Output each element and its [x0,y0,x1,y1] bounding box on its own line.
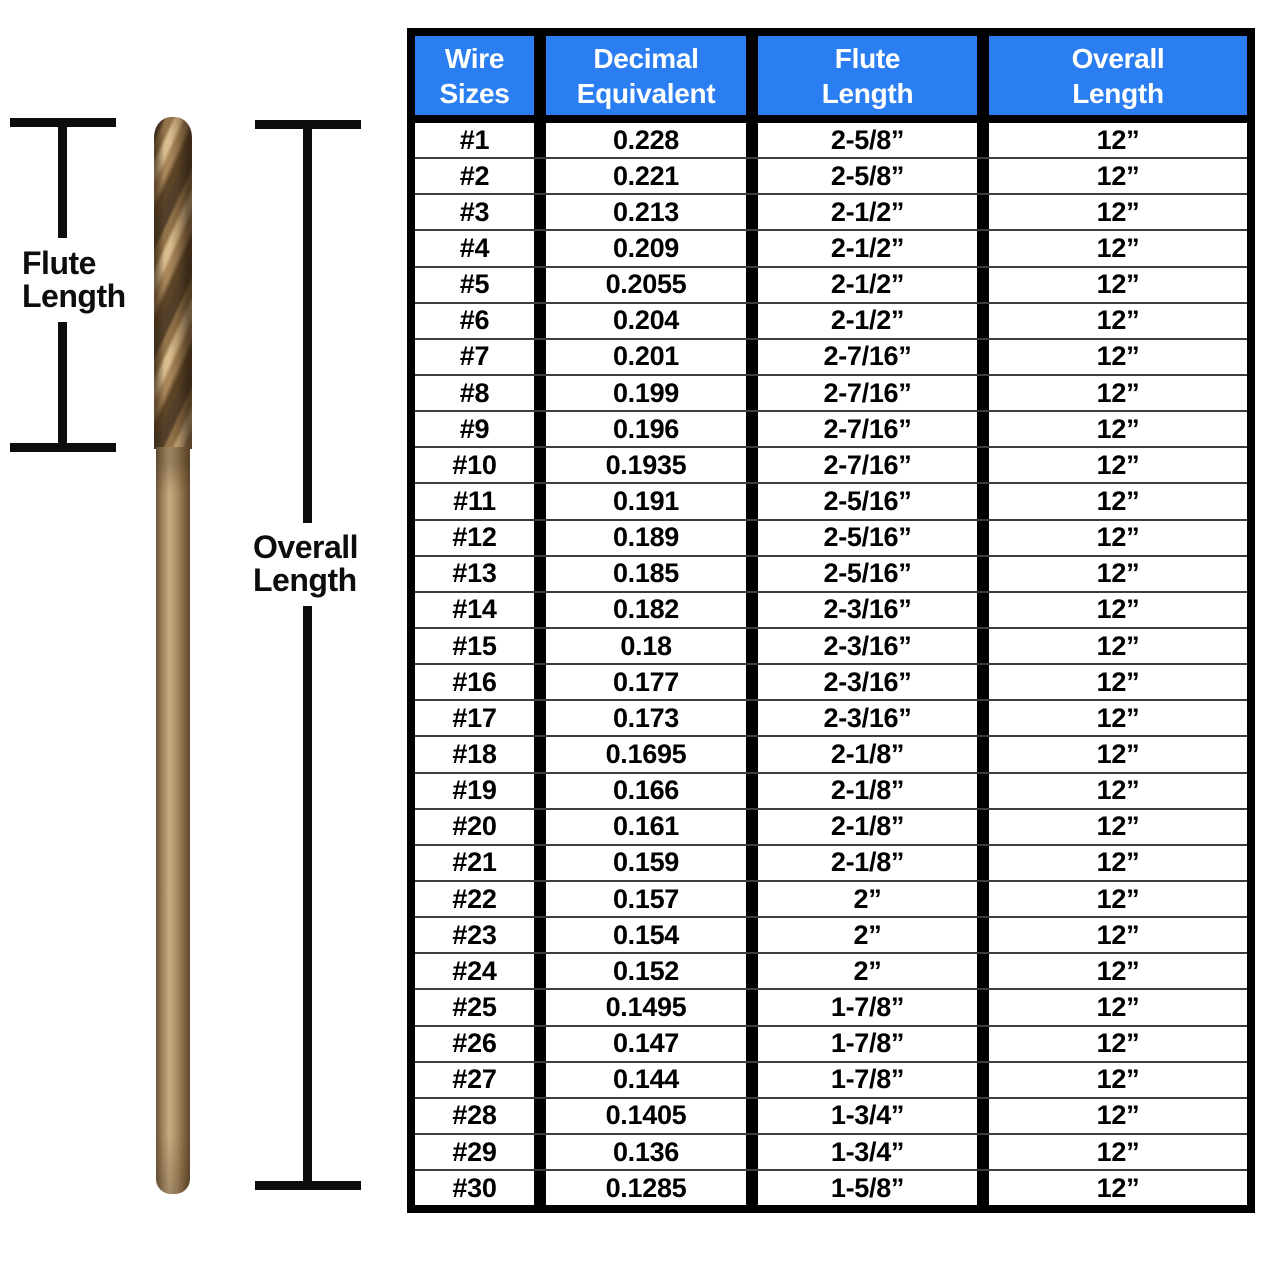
table-header-row [415,36,1247,123]
table-cell: #18 [452,738,497,769]
table-cell: 2” [746,882,977,916]
table-cell: #27 [452,1064,497,1095]
table-cell: 0.191 [534,484,746,518]
table-cell: 2-5/16” [746,521,977,555]
table-cell: #24 [452,955,497,986]
table-cell: #7 [459,341,490,372]
flute-length-label [22,247,126,313]
table-cell: 0.159 [534,846,746,880]
table-cell: 1-3/4” [746,1099,977,1133]
table-cell: 12” [977,1063,1247,1097]
table-cell: 2-7/16” [746,412,977,446]
overall-dimension-line-lower [303,606,312,1185]
table-cell: 12” [977,846,1247,880]
table-row [415,410,1247,446]
header-cell-line: Sizes [439,77,510,109]
table-cell: 2” [746,918,977,952]
table-cell: #3 [459,196,490,227]
table-cell: 12” [977,665,1247,699]
table-cell: 0.177 [534,665,746,699]
table-cell: 2” [746,954,977,988]
header-cell-line: Equivalent [576,77,716,109]
table-cell: 12” [977,268,1247,302]
table-cell: 2-3/16” [746,701,977,735]
table-row [415,1133,1247,1169]
table-cell: 2-7/16” [746,448,977,482]
table-cell: 12” [977,195,1247,229]
table-row [415,952,1247,988]
table-cell: #10 [452,449,497,480]
table-cell: 0.173 [534,701,746,735]
table-cell: #25 [452,991,497,1022]
overall-dimension-bottom-tick [255,1181,361,1190]
table-row [415,916,1247,952]
table-row [415,157,1247,193]
table-cell: #8 [459,377,490,408]
table-cell: 0.204 [534,304,746,338]
table-cell: 0.1935 [534,448,746,482]
flute-dimension-line-lower [58,322,67,444]
table-cell: 0.1695 [534,737,746,771]
table-cell: 0.1495 [534,990,746,1024]
table-row [415,772,1247,808]
table-cell: #14 [452,594,497,625]
table-row [415,627,1247,663]
header-cell [415,36,534,115]
table-cell: 0.147 [534,1027,746,1061]
table-cell: 1-7/8” [746,1027,977,1061]
table-cell: 12” [977,810,1247,844]
table-row [415,1025,1247,1061]
table-cell: 0.209 [534,231,746,265]
table-cell: 0.201 [534,340,746,374]
table-cell: 0.228 [534,123,746,157]
table-row [415,482,1247,518]
table-cell: 12” [977,918,1247,952]
table-cell: 0.18 [534,629,746,663]
table-row [415,808,1247,844]
table-cell: 12” [977,774,1247,808]
overall-length-label-line2: Length [253,562,357,598]
table-row [415,699,1247,735]
table-row [415,446,1247,482]
table-cell: 0.2055 [534,268,746,302]
table-cell: 12” [977,1027,1247,1061]
table-cell: #19 [452,775,497,806]
header-cell-line: Length [1072,77,1164,109]
table-cell: 0.221 [534,159,746,193]
table-row [415,1097,1247,1133]
header-cell-line: Decimal [593,42,699,74]
table-row [415,123,1247,157]
table-cell: #6 [459,305,490,336]
table-cell: #12 [452,522,497,553]
table-cell: 2-1/8” [746,846,977,880]
drill-bit-image [154,117,192,1194]
overall-dimension-line-upper [303,120,312,523]
table-cell: 12” [977,701,1247,735]
table-row [415,193,1247,229]
table-cell: 2-1/2” [746,231,977,265]
table-cell: 2-1/2” [746,304,977,338]
table-row [415,338,1247,374]
drill-bit-flutes [154,117,192,449]
table-cell: 12” [977,629,1247,663]
table-cell: 2-7/16” [746,340,977,374]
table-cell: 2-3/16” [746,593,977,627]
table-cell: #15 [452,630,497,661]
table-cell: 0.189 [534,521,746,555]
table-cell: 1-5/8” [746,1171,977,1205]
table-cell: 12” [977,1171,1247,1205]
table-row [415,880,1247,916]
size-table [407,28,1255,1213]
table-cell: 12” [977,1135,1247,1169]
table-cell: 2-1/8” [746,737,977,771]
table-cell: 12” [977,448,1247,482]
table-cell: 12” [977,737,1247,771]
table-row [415,1061,1247,1097]
table-row [415,302,1247,338]
table-row [415,229,1247,265]
table-cell: 12” [977,231,1247,265]
table-cell: #1 [459,124,490,155]
table-cell: 0.199 [534,376,746,410]
table-cell: #23 [452,919,497,950]
table-cell: 12” [977,304,1247,338]
overall-length-label [253,531,358,597]
table-row [415,663,1247,699]
table-cell: 2-5/16” [746,484,977,518]
table-cell: 0.213 [534,195,746,229]
table-cell: #29 [452,1136,497,1167]
table-cell: 1-3/4” [746,1135,977,1169]
header-cell [977,36,1247,115]
table-cell: 0.157 [534,882,746,916]
table-cell: #9 [459,413,490,444]
table-cell: 0.144 [534,1063,746,1097]
table-cell: 12” [977,123,1247,157]
table-row [415,555,1247,591]
header-cell-line: Flute [834,42,901,74]
table-cell: 12” [977,521,1247,555]
table-cell: #11 [453,485,496,516]
table-cell: 2-1/2” [746,195,977,229]
table-cell: 1-7/8” [746,1063,977,1097]
table-cell: #16 [452,666,497,697]
table-row [415,519,1247,555]
table-row [415,844,1247,880]
table-cell: 12” [977,593,1247,627]
table-row [415,266,1247,302]
table-cell: 0.1405 [534,1099,746,1133]
table-cell: 0.166 [534,774,746,808]
table-body [415,123,1247,1205]
table-cell: 0.1285 [534,1171,746,1205]
header-cell-line: Wire [444,42,505,74]
table-cell: #26 [452,1028,497,1059]
table-cell: 2-5/16” [746,557,977,591]
table-cell: 12” [977,954,1247,988]
table-row [415,591,1247,627]
table-cell: 0.161 [534,810,746,844]
table-cell: 12” [977,990,1247,1024]
table-cell: 2-3/16” [746,629,977,663]
table-cell: 0.152 [534,954,746,988]
table-cell: #21 [452,847,497,878]
table-cell: 12” [977,340,1247,374]
table-cell: 0.154 [534,918,746,952]
table-cell: 0.196 [534,412,746,446]
header-cell-line: Length [821,77,914,109]
table-cell: #28 [452,1100,497,1131]
table-cell: #30 [452,1172,497,1203]
table-cell: 12” [977,376,1247,410]
table-cell: 2-1/8” [746,774,977,808]
header-cell [534,36,746,115]
flute-length-label-line1: Flute [22,245,96,281]
table-cell: 2-3/16” [746,665,977,699]
table-cell: #13 [452,558,497,589]
table-cell: 12” [977,1099,1247,1133]
flute-length-label-line2: Length [22,278,126,314]
table-row [415,374,1247,410]
table-cell: 12” [977,412,1247,446]
table-cell: #20 [452,811,497,842]
header-cell-line: Overall [1071,42,1165,74]
table-cell: 0.185 [534,557,746,591]
table-cell: 2-1/2” [746,268,977,302]
flute-dimension-bottom-tick [10,443,116,452]
overall-length-label-line1: Overall [253,529,359,565]
table-cell: #22 [452,883,497,914]
table-cell: 0.182 [534,593,746,627]
drill-bit-shank [156,447,190,1194]
table-cell: #17 [452,702,497,733]
table-cell: 12” [977,557,1247,591]
table-cell: 1-7/8” [746,990,977,1024]
table-row [415,735,1247,771]
table-cell: #2 [459,160,490,191]
header-cell [746,36,977,115]
table-cell: 2-5/8” [746,159,977,193]
table-cell: 0.136 [534,1135,746,1169]
table-cell: 2-5/8” [746,123,977,157]
table-cell: 12” [977,882,1247,916]
table-row [415,988,1247,1024]
table-cell: #5 [459,269,490,300]
table-row [415,1169,1247,1205]
flute-dimension-line-upper [58,118,67,238]
table-cell: 2-7/16” [746,376,977,410]
table-cell: 12” [977,484,1247,518]
table-cell: #4 [459,232,490,263]
table-cell: 12” [977,159,1247,193]
table-cell: 2-1/8” [746,810,977,844]
